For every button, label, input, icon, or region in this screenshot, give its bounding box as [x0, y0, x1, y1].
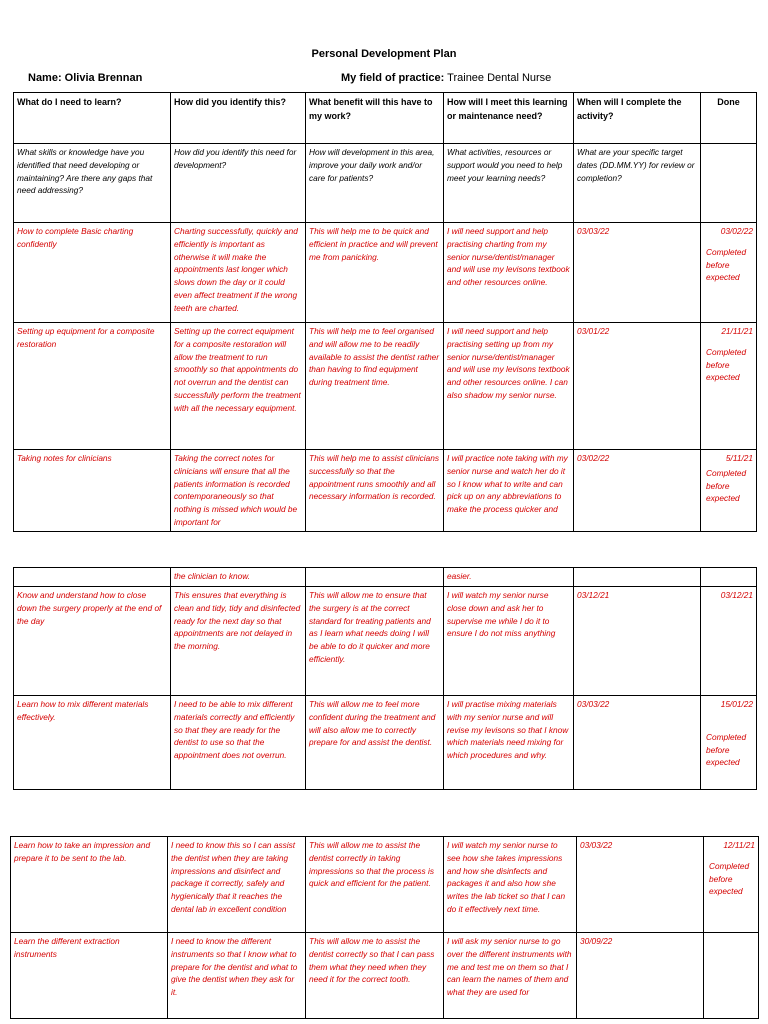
identify-cell: This ensures that everything is clean and tidy, tidy and disinfected ready for the next day so that appointments are not delayed in the morning. [171, 587, 306, 696]
done-date: 03/02/22 [720, 226, 753, 236]
done-cell [701, 450, 757, 532]
hint-done [701, 144, 757, 223]
learn-cell: Taking notes for clinicians [14, 450, 171, 532]
pdp-table-page1 [13, 92, 757, 532]
meet-cell: I will ask my senior nurse to go over the different instruments with me and test me on them so that I can learn the names of them and what they are used for [444, 933, 577, 1019]
learn-cell: How to complete Basic charting confidently [14, 223, 171, 323]
meet-cell: easier. [444, 568, 574, 587]
meet-cell: I will need support and help practising setting up from my senior nurse/dentist/manager and will use my levisons textbook and other resources online. I can also shadow my senior nurse. [444, 323, 574, 450]
benefit-cell: This will allow me to assist the dentist correctly in taking impressions so that the process is quick and efficient for the patient. [306, 837, 444, 933]
hint-meet: What activities, resources or support would you need to help meet your learning needs? [444, 144, 574, 223]
field-of-practice [341, 72, 551, 84]
when-cell: 03/01/22 [574, 323, 701, 450]
benefit-cell: This will help me to feel organised and will allow me to be readily available to assist the dentist rather than having to find equipment during treatment time. [306, 323, 444, 450]
done-note: Completed before expected [706, 467, 747, 504]
identify-cell: I need to be able to mix different materials correctly and efficiently so that they are ready for the dentist to use so that the appointment does not overrun. [171, 696, 306, 790]
table-row [11, 837, 759, 933]
done-note: Completed before expected [706, 731, 747, 768]
hint-learn: What skills or knowledge have you identified that need developing or maintaining? Are there any gaps that need addressing? [14, 144, 171, 223]
header-identify: How did you identify this? [171, 93, 306, 144]
done-date: 15/01/22 [720, 699, 753, 709]
header-benefit: What benefit will this have to my work? [306, 93, 444, 144]
meet-cell: I will watch my senior nurse close down and ask her to supervise me while I do it to ensure I do not miss anything [444, 587, 574, 696]
meet-cell: I will watch my senior nurse to see how she takes impressions and how she disinfects and packages it and also how she writes the lab ticket so that I can do it effectively next time. [444, 837, 577, 933]
done-cell [701, 223, 757, 323]
header-learn: What do I need to learn? [14, 93, 171, 144]
page-title: Personal Development Plan [311, 48, 457, 60]
when-cell: 03/02/22 [574, 450, 701, 532]
hint-row [14, 144, 757, 223]
table-row [14, 696, 757, 790]
pdp-table-page2 [13, 567, 757, 790]
identify-cell: I need to know the different instruments so that I know what to prepare for the dentist and what to give the dentist when they ask for it. [168, 933, 306, 1019]
table-row [14, 323, 757, 450]
identify-cell: Setting up the correct equipment for a composite restoration will allow the treatment to run smoothly so that appointments do not overrun and the dentist can successfully perform the treatment with all the necessary equipment. [171, 323, 306, 450]
done-cell [701, 587, 757, 696]
done-cell [701, 568, 757, 587]
benefit-cell [306, 568, 444, 587]
learn-cell: Learn how to take an impression and prepare it to be sent to the lab. [11, 837, 168, 933]
identify-cell: Charting successfully, quickly and efficiently is important as otherwise it will make the appointments last longer which slows down the day or it could even affect treatment if the wrong teeth are charted. [171, 223, 306, 323]
done-note: Completed before expected [706, 246, 747, 283]
hint-benefit: How will development in this area, improve your daily work and/or care for patients? [306, 144, 444, 223]
when-cell: 03/03/22 [574, 223, 701, 323]
benefit-cell: This will allow me to ensure that the surgery is at the correct standard for treating patients and as I learn what needs doing I will be able to do it quicker and more efficiently. [306, 587, 444, 696]
when-cell [574, 568, 701, 587]
benefit-cell: This will allow me to assist the dentist correctly so that I can pass them what they need when they need it for the correct tooth. [306, 933, 444, 1019]
meet-cell: I will need support and help practising charting from my senior nurse/dentist/manager and will use my levisons textbook and other resources online. [444, 223, 574, 323]
identify-cell: I need to know this so I can assist the dentist when they are taking impressions and disinfect and package it correctly, safely and hygienically that it reaches the dental lab in excellent condition [168, 837, 306, 933]
table-row [14, 587, 757, 696]
done-cell [704, 837, 759, 933]
learn-cell [14, 568, 171, 587]
done-note: Completed before expected [706, 346, 747, 383]
hint-when: What are your specific target dates (DD.MM.YY) for review or completion? [574, 144, 701, 223]
table-row [14, 450, 757, 532]
pdp-table-page3 [10, 836, 759, 1019]
field-value: Trainee Dental Nurse [447, 72, 552, 84]
learn-cell: Know and understand how to close down the surgery properly at the end of the day [14, 587, 171, 696]
done-note: Completed before expected [709, 860, 750, 897]
when-cell: 30/09/22 [577, 933, 704, 1019]
hint-identify: How did you identify this need for development? [171, 144, 306, 223]
table-row [11, 933, 759, 1019]
benefit-cell: This will help me to assist clinicians successfully so that the appointment runs smoothly and all necessary information is recorded. [306, 450, 444, 532]
when-cell: 03/12/21 [574, 587, 701, 696]
when-cell: 03/03/22 [574, 696, 701, 790]
done-cell [701, 323, 757, 450]
done-date: 21/11/21 [721, 326, 753, 336]
header-done: Done [701, 93, 757, 144]
name-label: Name: Olivia Brennan [28, 72, 143, 84]
learn-cell: Setting up equipment for a composite restoration [14, 323, 171, 450]
identify-cell: Taking the correct notes for clinicians will ensure that all the patients information is recorded contemporaneously so that nothing is missed which would be important for [171, 450, 306, 532]
continuation-row [14, 568, 757, 587]
learn-cell: Learn how to mix different materials effectively. [14, 696, 171, 790]
done-date: 03/12/21 [720, 590, 753, 600]
learn-cell: Learn the different extraction instruments [11, 933, 168, 1019]
field-label: My field of practice: [341, 72, 445, 84]
benefit-cell: This will allow me to feel more confident during the treatment and will also allow me to correctly prepare for and assist the dentist. [306, 696, 444, 790]
table-row [14, 223, 757, 323]
header-row [14, 93, 757, 144]
done-cell [701, 696, 757, 790]
identify-cell: the clinician to know. [171, 568, 306, 587]
header-meet: How will I meet this learning or maintenance need? [444, 93, 574, 144]
benefit-cell: This will help me to be quick and efficient in practice and will prevent me from panicking. [306, 223, 444, 323]
header-when: When will I complete the activity? [574, 93, 701, 144]
when-cell: 03/03/22 [577, 837, 704, 933]
done-date: 5/11/21 [725, 453, 753, 463]
done-date: 12/11/21 [723, 840, 755, 850]
done-cell [704, 933, 759, 1019]
meet-cell: I will practice note taking with my senior nurse and watch her do it so I know what to write and can pick up on any abbreviations to make the process quicker and [444, 450, 574, 532]
meet-cell: I will practise mixing materials with my senior nurse and will revise my levisons so that I know which materials need mixing for which procedures and why. [444, 696, 574, 790]
